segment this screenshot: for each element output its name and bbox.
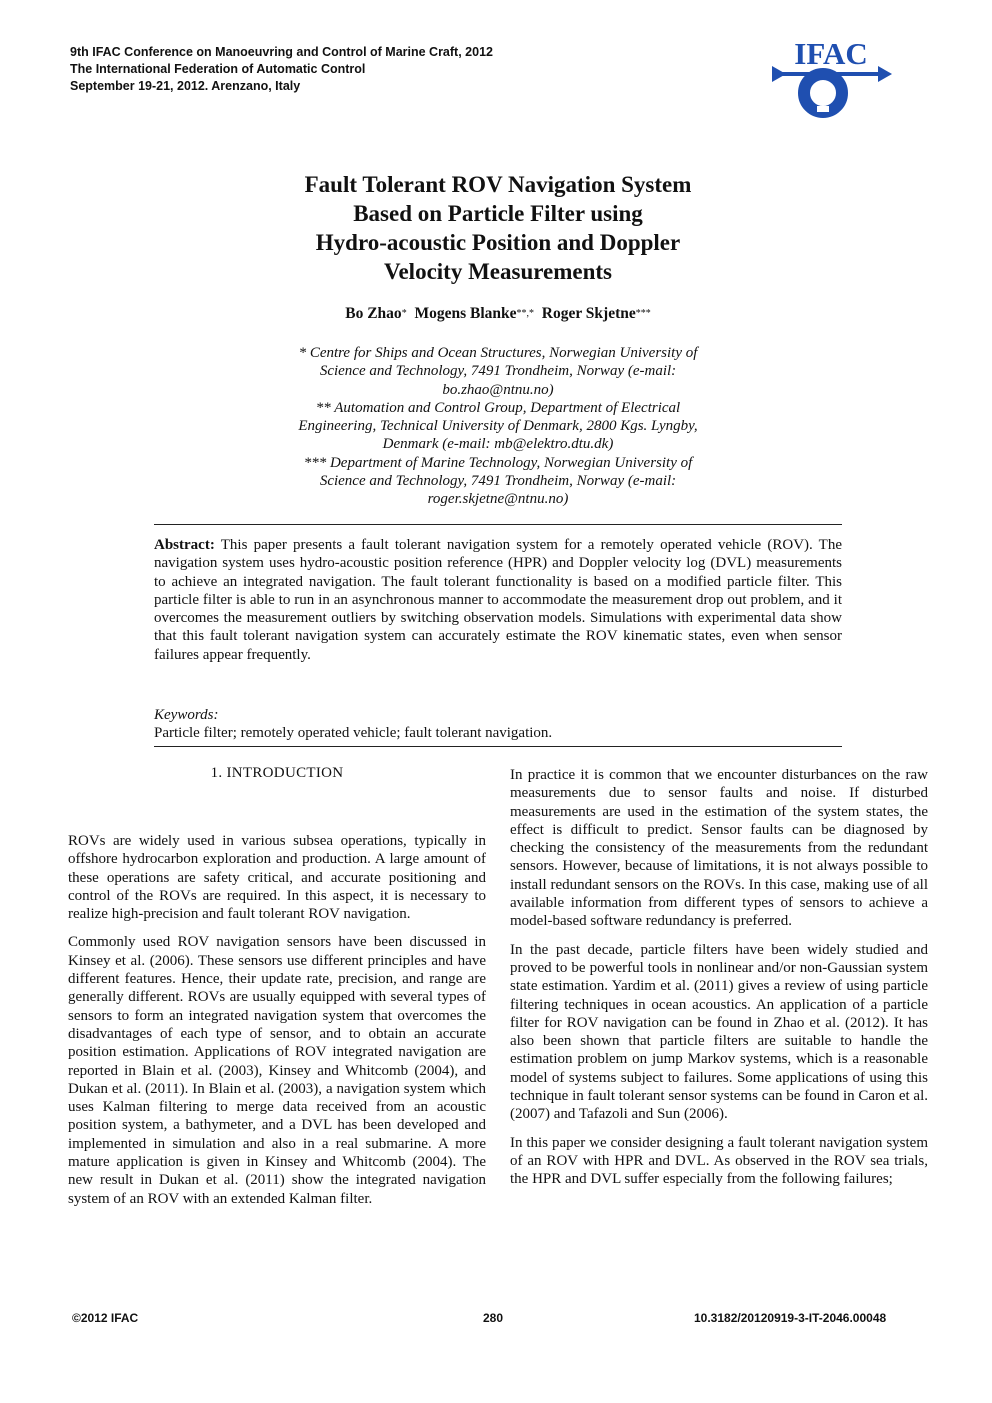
affiliation-line: * Centre for Ships and Ocean Structures, Norwegian University of [298,345,698,361]
paragraph: In this paper we consider designing a fault tolerant navigation system of an ROV with HPR and DVL. As observed in the ROV sea trials, the HPR and DVL suffer especially from the following failures; [510,1134,928,1188]
author-affiliation-mark: *** [635,308,651,319]
abstract-top-rule [154,524,842,525]
section-heading-introduction: 1. INTRODUCTION [210,765,344,781]
affiliation-line: Science and Technology, 7491 Trondheim, Norway (e-mail: [319,363,677,380]
keywords-label: Keywords: [154,707,219,723]
footer-page-number: 280 [483,1311,504,1325]
title-line: Hydro-acoustic Position and Doppler [315,230,681,255]
title-line: Velocity Measurements [383,259,613,284]
author-name: Mogens Blanke [414,305,517,322]
footer-copyright: ©2012 IFAC [72,1311,139,1325]
affiliation-email: roger.skjetne@ntnu.no) [427,491,569,508]
paragraph: In the past decade, particle filters have been widely studied and proved to be powerful tools in nonlinear and/or non-Gaussian system state estimation. Yardim et al. (2011) gives a review of using particle filtering techniques in ocean acoustics. An application of a particle filter for ROV navigation can be found in Zhao et al. (2012). It has also been shown that particle filters are suitable to handle the estimation problem on jump Markov systems, which is a reasonable model of systems subject to failures. Some applications of using this technique in fault tolerant sensor systems can be found in Caron et al. (2007) and Tafazoli and Sun (2006). [510,941,928,1123]
author-affiliation-mark: * [401,308,407,319]
abstract-bottom-rule [154,746,842,747]
keywords-text: Particle filter; remotely operated vehicle; fault tolerant navigation. [154,725,553,742]
abstract-text: This paper presents a fault tolerant navigation system for a remotely operated vehicle (ROV). The navigation system uses hydro-acoustic position reference (HPR) and Doppler velocity log (DVL) measurements to achieve an integrated navigation. The fault tolerant functionality is based on a modified particle filter. This particle filter is able to run in an asynchronous manner to accommodate the measurement drop out problem, and it overcomes the measurement outliers by switching observation models. Simulations with experimental data show that this fault tolerant navigation system can accurately estimate the ROV kinematic states, even when sensor failures appear frequently. [154,537,842,663]
abstract [154,536,842,664]
logo-text: IFAC [794,36,868,71]
conference-header [70,44,493,95]
author-list [196,304,800,326]
keywords [154,706,842,743]
affiliation-line: Engineering, Technical University of Denmark, 2800 Kgs. Lyngby, [298,418,698,435]
affiliation-line: ** Automation and Control Group, Department of Electrical [315,399,681,416]
ifac-logo-icon [768,36,894,126]
right-column [510,766,928,1199]
author-name: Bo Zhao [345,305,402,322]
organization-name: The International Federation of Automatic Control [70,62,366,76]
title-line: Fault Tolerant ROV Navigation System [304,172,692,197]
title-line: Based on Particle Filter using [353,201,643,226]
paragraph: Commonly used ROV navigation sensors have been discussed in Kinsey et al. (2006). These sensors use different principles and have different features. Hence, their update rate, precision, and range are generally different. ROVs are usually equipped with several types of sensors to form an integrated navigation system that overcomes the disadvantages of each type of sensor, and to obtain an accurate position estimation. Applications of ROV integrated navigation are reported in Blain et al. (2003), Kinsey and Whitcomb (2004), and Dukan et al. (2011). In Blain et al. (2003), a navigation system which uses Kalman filtering to merge data received from an acoustic position system, a bathymeter, and a DVL has been developed and implemented in simulation and also in a real submarine. A more mature application is given in Kinsey and Whitcomb (2004). The new result in Dukan et al. (2011) show the integrated navigation system of an ROV with an extended Kalman filter. [68,934,486,1207]
footer-doi: 10.3182/20120919-3-IT-2046.00048 [694,1311,887,1325]
affiliation-line: Denmark (e-mail: mb@elektro.dtu.dk) [382,436,614,453]
paragraph: ROVs are widely used in various subsea operations, typically in offshore hydrocarbon exploration and production. A large amount of these operations are safety critical, and accurate positioning and control of the ROVs are required. In this aspect, it is necessary to realize high-precision and fault tolerant ROV navigation. [68,833,486,923]
affiliation-line: *** Department of Marine Technology, Norwegian University of [303,454,693,471]
abstract-label: Abstract: [154,537,215,553]
affiliations [196,344,800,509]
conference-date-location: September 19-21, 2012. Arenzano, Italy [70,79,301,93]
paragraph: In practice it is common that we encounter disturbances on the raw measurements due to sensor faults and noise. If disturbed measurements are used in the estimation of the system states, the effect is difficult to predict. Sensor faults can be diagnosed by checking the consistency of the measurements from the redundant sensors. However, because of limitations, it is not always possible to install redundant sensors on the ROVs. In this case, making use of all available information from different types of sensors to achieve a model-based software redundancy is preferred. [510,767,928,930]
conference-name: 9th IFAC Conference on Manoeuvring and Control of Marine Craft, 2012 [70,45,493,59]
author-affiliation-mark: **,* [516,308,534,319]
author-name: Roger Skjetne [541,305,636,322]
paper-title [196,170,800,286]
left-column [68,832,486,1218]
affiliation-line: Science and Technology, 7491 Trondheim, Norway (e-mail: [319,473,677,490]
affiliation-email: bo.zhao@ntnu.no) [442,381,554,398]
